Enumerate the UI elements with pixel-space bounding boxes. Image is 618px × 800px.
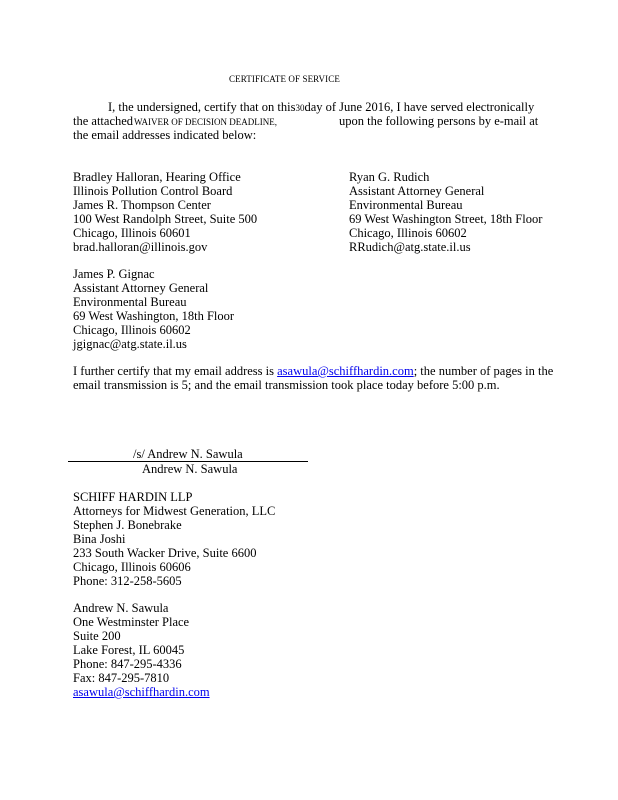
recipient-email: brad.halloran@illinois.gov (73, 240, 208, 254)
contact-line: One Westminster Place (73, 615, 190, 629)
recipient-halloran (73, 170, 257, 254)
firm-block (73, 490, 275, 588)
intro-line-1-start: I, the undersigned, certify that on this (108, 100, 296, 114)
recipient-line: Chicago, Illinois 60602 (349, 226, 467, 240)
service-day: 30 (295, 103, 305, 113)
sender-email-link[interactable]: asawula@schiffhardin.com (277, 364, 414, 378)
recipient-line: 69 West Washington Street, 18th Floor (349, 212, 543, 226)
contact-line: Fax: 847-295-7810 (73, 671, 170, 685)
firm-name: SCHIFF HARDIN LLP (73, 490, 193, 504)
page-title: CERTIFICATE OF SERVICE (229, 74, 340, 84)
recipient-line: 69 West Washington, 18th Floor (73, 309, 235, 323)
recipient-line: Environmental Bureau (73, 295, 187, 309)
firm-line: 233 South Wacker Drive, Suite 6600 (73, 546, 257, 560)
further-certify-line-1 (73, 364, 553, 379)
recipient-email: jgignac@atg.state.il.us (73, 337, 187, 351)
further-certify-line-2: email transmission is 5; and the email transmission took place today before 5:00 p.m. (73, 378, 500, 392)
firm-line: Bina Joshi (73, 532, 126, 546)
firm-line: Stephen J. Bonebrake (73, 518, 182, 532)
recipient-line: Assistant Attorney General (73, 281, 209, 295)
recipient-line: Chicago, Illinois 60602 (73, 323, 191, 337)
firm-line: Attorneys for Midwest Generation, LLC (73, 504, 276, 518)
recipient-line: Ryan G. Rudich (349, 170, 430, 184)
recipient-line: James R. Thompson Center (73, 198, 211, 212)
electronic-signature: /s/ Andrew N. Sawula (133, 447, 243, 461)
recipient-gignac (73, 267, 234, 351)
intro-line-2-end: upon the following persons by e-mail at (339, 114, 539, 128)
firm-line: Chicago, Illinois 60606 (73, 560, 191, 574)
further-certify-end: ; the number of pages in the (413, 364, 554, 378)
intro-line-3: the email addresses indicated below: (73, 128, 257, 142)
recipient-line: James P. Gignac (73, 267, 155, 281)
intro-line-1 (108, 100, 534, 115)
intro-line-2-start: the attached (73, 114, 134, 128)
intro-line-1-end: day of June 2016, I have served electronically (304, 100, 535, 114)
further-certify-start: I further certify that my email address is (73, 364, 278, 378)
recipient-line: Illinois Pollution Control Board (73, 184, 233, 198)
contact-line: Andrew N. Sawula (73, 601, 169, 615)
contact-line: Lake Forest, IL 60045 (73, 643, 185, 657)
recipient-line: Assistant Attorney General (349, 184, 485, 198)
recipient-line: Bradley Halloran, Hearing Office (73, 170, 241, 184)
recipient-line: 100 West Randolph Street, Suite 500 (73, 212, 258, 226)
document-name: WAIVER OF DECISION DEADLINE, (134, 117, 277, 127)
contact-email-link[interactable]: asawula@schiffhardin.com (73, 685, 210, 699)
recipient-rudich (349, 170, 542, 254)
firm-line: Phone: 312-258-5605 (73, 574, 182, 588)
contact-line: Phone: 847-295-4336 (73, 657, 182, 671)
recipient-line: Chicago, Illinois 60601 (73, 226, 191, 240)
signer-name: Andrew N. Sawula (142, 462, 238, 476)
recipient-email: RRudich@atg.state.il.us (349, 240, 471, 254)
recipient-line: Environmental Bureau (349, 198, 463, 212)
contact-block (73, 601, 210, 699)
contact-line: Suite 200 (73, 629, 121, 643)
